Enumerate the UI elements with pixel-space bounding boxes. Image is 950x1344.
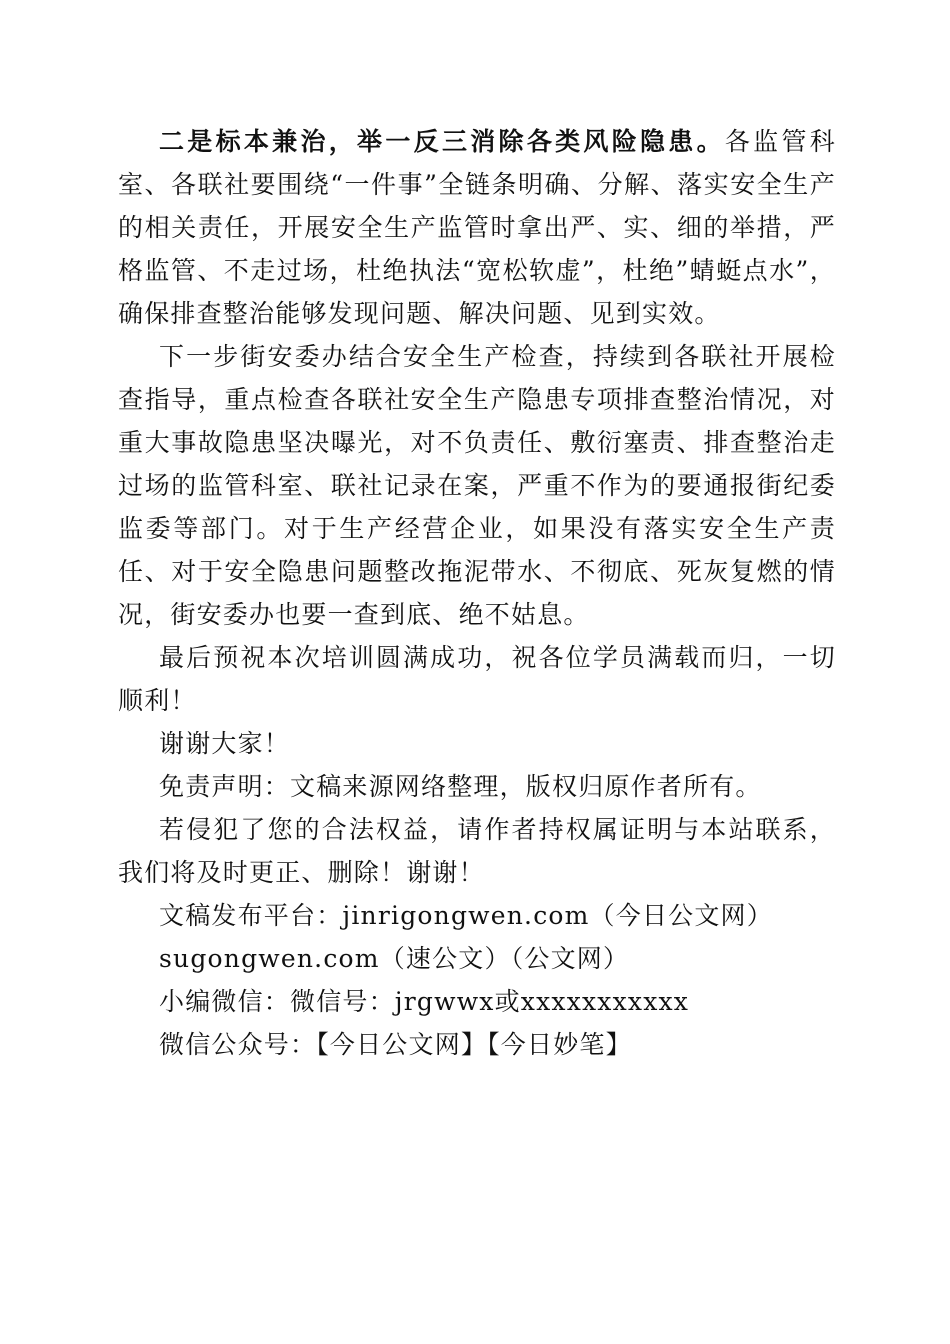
paragraph-text: 各监管科室、各联社要围绕“一件事”全链条明确、分解、落实安全生产的相关责任，开展安全生产监管时拿出严、实、细的举措，严格监管、不走过场，杜绝执法“宽松软虚”，杜绝”蜻蜓点水”，确保排查整治能够发现问题、解决问题、见到实效。 [118,127,836,328]
paragraph-text: 下一步街安委办结合安全生产检查，持续到各联社开展检查指导，重点检查各联社安全生产隐患专项排查整治情况，对重大事故隐患坚决曝光，对不负责任、敷衍塞责、排查整治走过场的监管科室、联社记录在案，严重不作为的要通报街纪委监委等部门。对于生产经营企业，如果没有落实安全生产责任、对于安全隐患问题整改拖泥带水、不彻底、死灰复燃的情况，街安委办也要一查到底、绝不姑息。 [118,342,836,629]
paragraph-editor-wechat [118,980,836,1023]
paragraph-thanks [118,722,836,765]
paragraph-lead: 二是标本兼治，举一反三消除各类风险隐患。 [159,127,725,156]
paragraph-next-step [118,335,836,636]
paragraph-rectification [118,120,836,335]
paragraph-platform [118,894,836,937]
paragraph-disclaimer [118,765,836,808]
paragraph-text: 微信公众号：【今日公文网】【今日妙笔】 [159,1030,632,1059]
paragraph-text: 小编微信：微信号：jrgwwx或xxxxxxxxxxx [159,987,690,1016]
paragraph-text: sugongwen.com（速公文）（公文网） [159,944,630,973]
document-body [118,120,836,1066]
paragraph-infringement-notice [118,808,836,894]
paragraph-sugongwen [118,937,836,980]
paragraph-text: 文稿发布平台：jinrigongwen.com（今日公文网） [159,901,773,930]
paragraph-official-account [118,1023,836,1066]
paragraph-text: 免责声明：文稿来源网络整理，版权归原作者所有。 [159,772,762,801]
paragraph-text: 最后预祝本次培训圆满成功，祝各位学员满载而归，一切顺利！ [118,643,836,715]
paragraph-text: 谢谢大家！ [159,729,291,758]
paragraph-text: 若侵犯了您的合法权益，请作者持权属证明与本站联系，我们将及时更正、删除！谢谢！ [118,815,836,887]
paragraph-closing-wishes [118,636,836,722]
